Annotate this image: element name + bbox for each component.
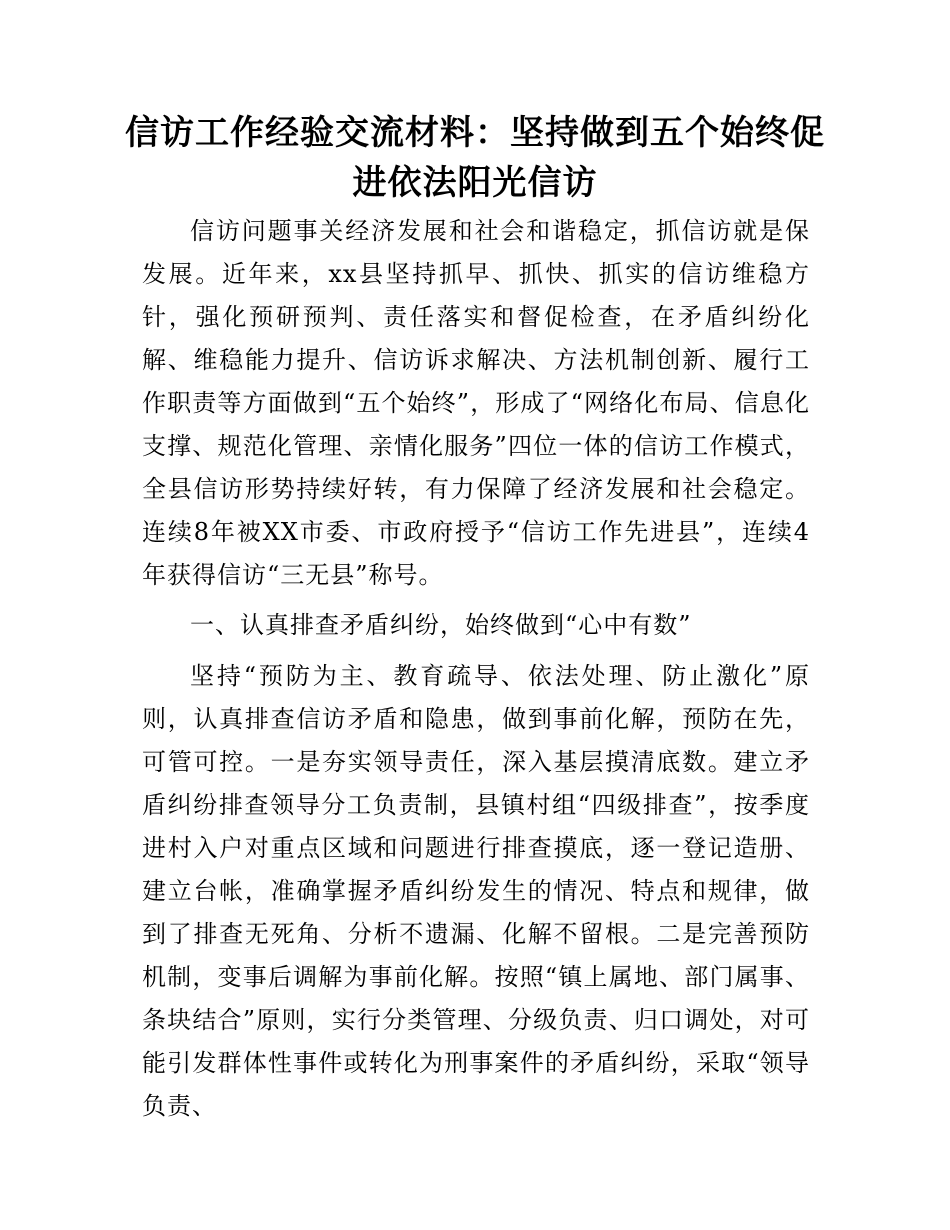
document-title: 信访工作经验交流材料：坚持做到五个始终促进依法阳光信访 xyxy=(125,113,825,203)
section-1-heading: 一、认真排查矛盾纠纷，始终做到“心中有数” xyxy=(190,611,692,639)
intro-paragraph: 信访问题事关经济发展和社会和谐稳定，抓信访就是保发展。近年来，xx县坚持抓早、抓快、抓实的信访维稳方针，强化预研预判、责任落实和督促检查，在矛盾纠纷化解、维稳能力提升、信访诉求解决、方法机制创新、履行工作职责等方面做到“五个始终”，形成了“网络化布局、信息化支撑、规范化管理、亲情化服务”四位一体的信访工作模式，全县信访形势持续好转，有力保障了经济发展和社会稳定。连续8年被XX市委、市政府授予“信访工作先进县”，连续4年获得信访“三无县”称号。 xyxy=(142,217,810,589)
document-body xyxy=(142,210,810,1128)
section-1-paragraph: 坚持“预防为主、教育疏导、依法处理、防止激化”原则，认真排查信访矛盾和隐患，做到事前化解，预防在先，可管可控。一是夯实领导责任，深入基层摸清底数。建立矛盾纠纷排查领导分工负责制，县镇村组“四级排查”，按季度进村入户对重点区域和问题进行排查摸底，逐一登记造册、建立台帐，准确掌握矛盾纠纷发生的情况、特点和规律，做到了排查无死角、分析不遗漏、化解不留根。二是完善预防机制，变事后调解为事前化解。按照“镇上属地、部门属事、条块结合”原则，实行分类管理、分级负责、归口调处，对可能引发群体性事件或转化为刑事案件的矛盾纠纷，采取“领导负责、 xyxy=(142,662,810,1120)
